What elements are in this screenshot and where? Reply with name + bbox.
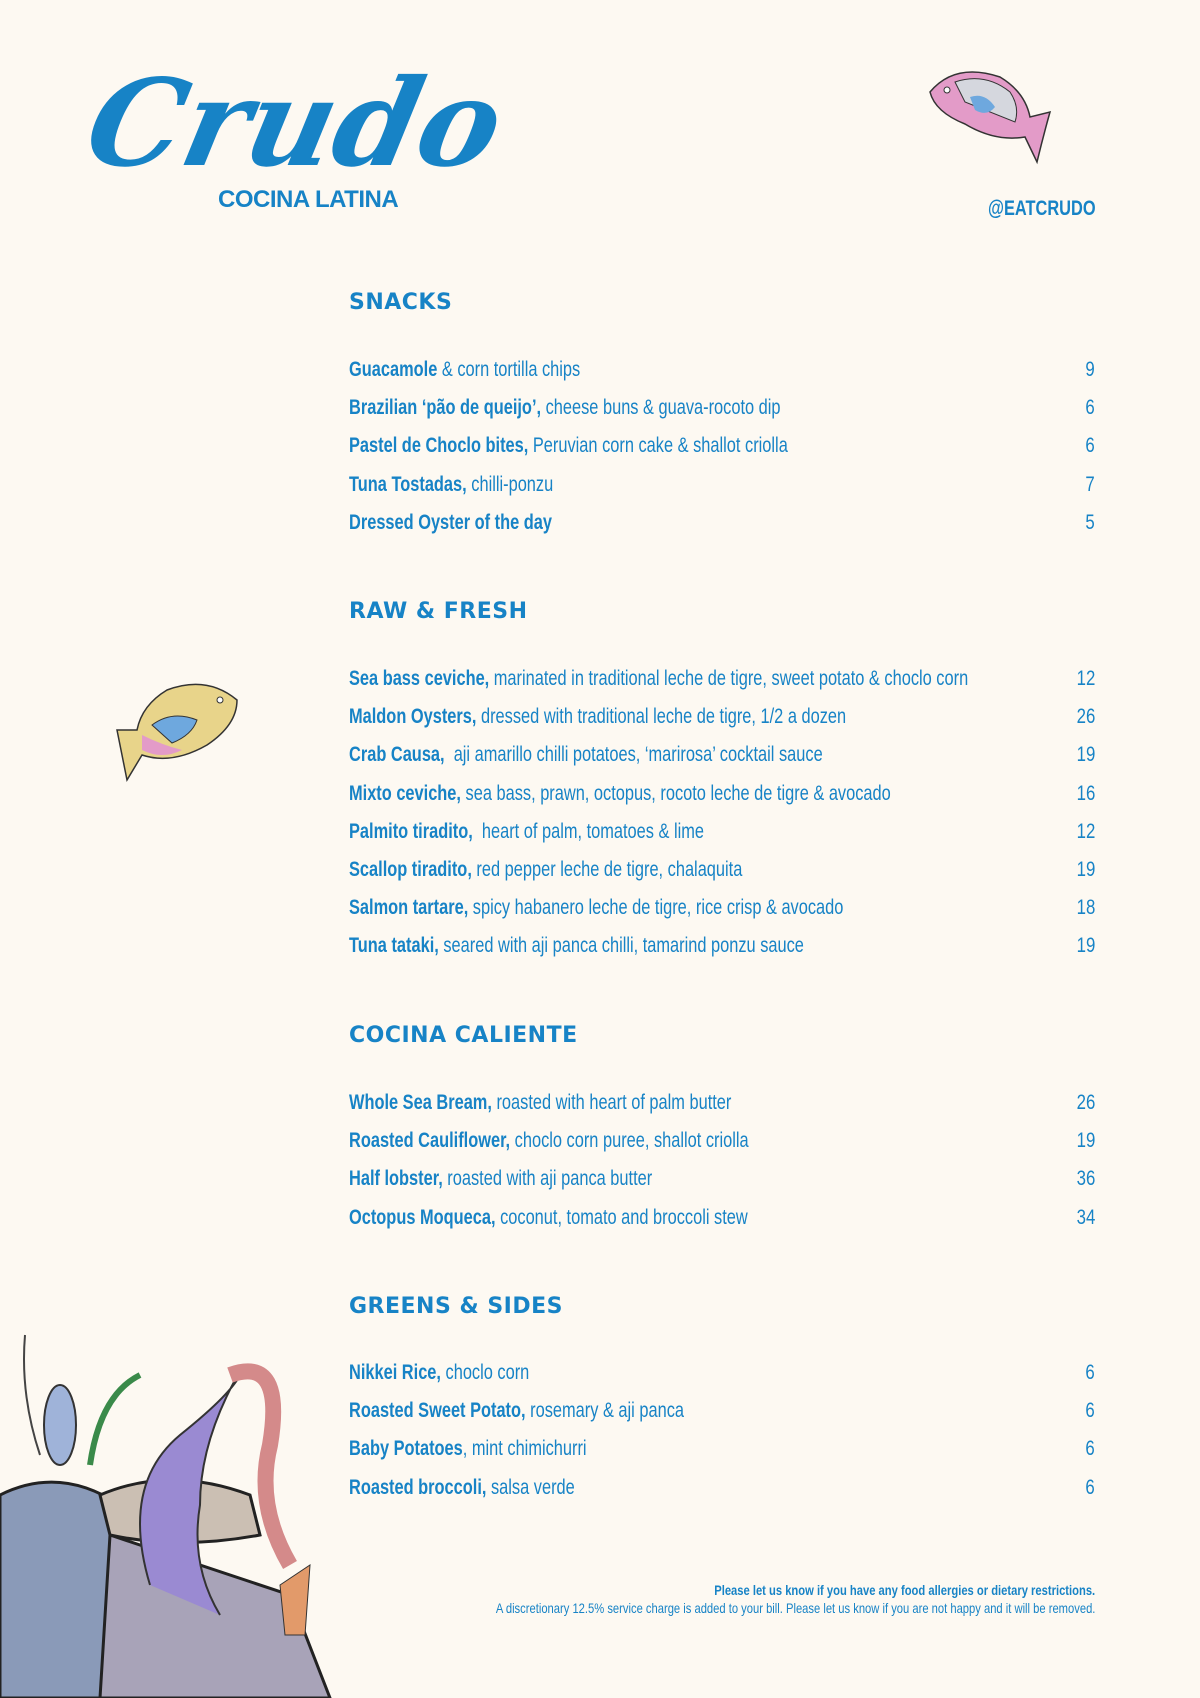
crudo-logo [75,30,516,200]
allergy-notice: Please let us know if you have any food allergies or dietary restrictions. [714,1582,1095,1598]
menu-item-name: Guacamole [349,358,438,381]
menu-item-price: 26 [1076,705,1095,729]
menu-item-text [349,1091,731,1115]
menu-item-text [349,858,742,882]
menu-item-description: cheese buns & guava-rocoto dip [541,396,781,420]
menu-item [349,1361,1095,1391]
menu-item-text [349,511,552,535]
social-handle: @EATCRUDO [988,197,1096,220]
menu-item-price: 36 [1076,1167,1095,1191]
menu-item-price: 19 [1076,1129,1095,1153]
menu-item-price: 6 [1085,1399,1095,1423]
menu-item-text [349,896,843,920]
menu-item-name: Roasted Sweet Potato, [349,1399,526,1423]
menu-item [349,820,1095,850]
menu-item-text [349,473,553,497]
menu-item [349,858,1095,888]
menu-item-price: 5 [1085,510,1095,534]
menu-item [349,358,1095,388]
menu-item-description: choclo corn [440,1361,530,1384]
menu-item-description: chilli-ponzu [466,472,554,496]
menu-item-name: Tuna tataki, [349,934,439,958]
menu-item-text [349,1437,587,1461]
menu-item [349,396,1095,426]
menu-item [349,743,1095,773]
menu-item-name: Scallop tiradito, [349,858,472,881]
menu-item [349,1167,1095,1197]
menu-item-price: 12 [1076,819,1095,843]
menu-item-name: Mixto ceviche, [349,781,461,805]
menu-item [349,1476,1095,1506]
menu-item-description: spicy habanero leche de tigre, rice crisp & avocado [468,896,844,920]
menu-item-description: , mint chimichurri [462,1437,587,1461]
menu-item-description: sea bass, prawn, octopus, rocoto leche de tigre & avocado [460,781,891,805]
menu-item-price: 19 [1076,858,1095,881]
menu-item-price: 9 [1085,358,1095,381]
menu-item-name: Roasted Cauliflower, [349,1129,511,1153]
menu-item [349,511,1095,541]
menu-item-text [349,434,788,458]
menu-item-text [349,782,891,806]
menu-item-price: 26 [1076,1091,1095,1114]
menu-item [349,1091,1095,1121]
menu-item-name: Pastel de Choclo bites, [349,434,529,458]
menu-item [349,1129,1095,1159]
menu-item [349,782,1095,812]
menu-item-price: 6 [1085,1475,1095,1499]
menu-item-price: 7 [1085,472,1095,496]
menu-item-name: Half lobster, [349,1167,443,1191]
menu-item [349,667,1095,697]
menu-item-price: 6 [1085,396,1095,420]
menu-item-text [349,705,846,729]
menu-item-text [349,358,580,382]
menu-item [349,896,1095,926]
menu-item-name: Sea bass ceviche, [349,667,490,690]
menu-item-description: dressed with traditional leche de tigre, 1/2 a dozen [476,705,847,729]
menu-item-description: rosemary & aji panca [525,1399,684,1423]
menu-item-name: Whole Sea Bream, [349,1091,492,1114]
menu-item [349,705,1095,735]
menu-item-description: roasted with heart of palm butter [491,1091,732,1114]
menu-item-description: coconut, tomato and broccoli stew [495,1205,748,1229]
menu-item-description: aji amarillo chilli potatoes, ‘marirosa’ cocktail sauce [444,743,823,767]
menu-item-description: heart of palm, tomatoes & lime [472,819,705,843]
menu-item-price: 6 [1085,1437,1095,1461]
menu-item-price: 19 [1076,743,1095,767]
section-title: GREENS & SIDES [349,1294,563,1319]
fish-illustration-left [112,675,242,785]
menu-item-name: Brazilian ‘pão de queijo’, [349,396,542,420]
menu-item-name: Nikkei Rice, [349,1361,441,1384]
menu-item [349,434,1095,464]
menu-item-description: marinated in traditional leche de tigre, sweet potato & choclo corn [489,667,969,690]
logo-text: Crudo [75,52,516,194]
menu-item-text [349,820,704,844]
menu-item-text [349,1399,684,1423]
menu-item-description: Peruvian corn cake & shallot criolla [528,434,788,458]
menu-item-price: 12 [1076,667,1095,690]
service-charge-notice: A discretionary 12.5% service charge is added to your bill. Please let us know if you are not happy and it will be removed. [495,1600,1095,1616]
menu-item-text [349,934,804,958]
menu-item-name: Palmito tiradito, [349,819,473,843]
menu-item-price: 34 [1076,1205,1095,1229]
menu-item-description: salsa verde [486,1475,575,1499]
octopus-rocks-illustration [0,1335,330,1698]
menu-item-text [349,1206,748,1230]
section-title: SNACKS [349,290,453,315]
menu-item-description: choclo corn puree, shallot criolla [510,1129,749,1153]
menu-item [349,1206,1095,1236]
menu-item-price: 18 [1076,896,1095,920]
menu-item-name: Maldon Oysters, [349,705,477,729]
menu-item-text [349,1167,652,1191]
menu-item-name: Tuna Tostadas, [349,472,467,496]
menu-item-text [349,1129,749,1153]
menu-item-text [349,743,823,767]
menu-item-name: Baby Potatoes [349,1437,463,1461]
menu-item-price: 6 [1085,434,1095,458]
menu-item-description: seared with aji panca chilli, tamarind ponzu sauce [438,934,804,958]
menu-item-price: 16 [1076,781,1095,805]
menu-item [349,1399,1095,1429]
menu-item [349,473,1095,503]
menu-item-name: Octopus Moqueca, [349,1205,496,1229]
menu-item [349,1437,1095,1467]
menu-item-description: roasted with aji panca butter [442,1167,653,1191]
menu-item-description: red pepper leche de tigre, chalaquita [471,858,743,881]
menu-item [349,934,1095,964]
fish-illustration-top [925,62,1055,167]
menu-item-name: Salmon tartare, [349,896,469,920]
menu-item-name: Crab Causa, [349,743,445,767]
menu-item-text [349,667,968,691]
menu-item-text [349,1476,575,1500]
menu-item-price: 19 [1076,934,1095,958]
section-title: RAW & FRESH [349,599,528,624]
section-title: COCINA CALIENTE [349,1023,578,1048]
menu-item-name: Dressed Oyster of the day [349,510,553,534]
menu-item-price: 6 [1085,1361,1095,1384]
menu-item-name: Roasted broccoli, [349,1475,487,1499]
menu-item-description: & corn tortilla chips [437,358,581,381]
logo-subtitle: COCINA LATINA [218,186,399,213]
menu-item-text [349,1361,529,1385]
menu-item-text [349,396,781,420]
